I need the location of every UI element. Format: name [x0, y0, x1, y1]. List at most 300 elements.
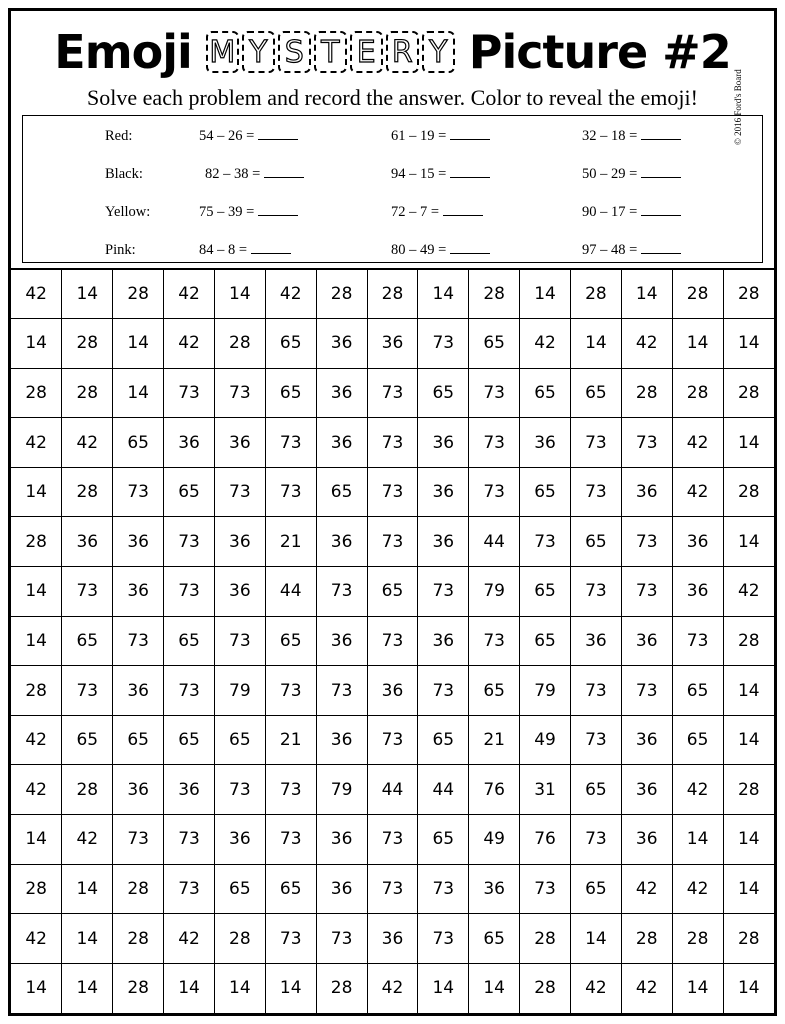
grid-cell[interactable]: 42 [570, 963, 621, 1013]
grid-cell[interactable]: 73 [570, 715, 621, 765]
grid-cell[interactable]: 36 [316, 368, 367, 418]
grid-cell[interactable]: 65 [570, 864, 621, 914]
grid-cell[interactable]: 36 [214, 815, 265, 865]
grid-cell[interactable]: 73 [164, 666, 215, 716]
grid-row [11, 467, 774, 517]
grid-cell[interactable]: 14 [723, 963, 774, 1013]
grid-cell[interactable]: 42 [265, 269, 316, 319]
grid-cell[interactable]: 73 [520, 864, 571, 914]
grid-cell[interactable]: 73 [265, 467, 316, 517]
grid-cell[interactable]: 65 [570, 368, 621, 418]
grid-cell[interactable]: 73 [316, 567, 367, 617]
grid-cell[interactable]: 73 [367, 616, 418, 666]
grid-cell[interactable]: 73 [164, 567, 215, 617]
mystery-letter: S [278, 31, 311, 73]
grid-cell[interactable]: 36 [621, 467, 672, 517]
grid-cell[interactable]: 28 [113, 269, 164, 319]
key-row [23, 202, 762, 222]
grid-cell[interactable]: 42 [11, 715, 62, 765]
answer-blank[interactable] [450, 242, 490, 254]
grid-cell[interactable]: 14 [520, 269, 571, 319]
grid-cell[interactable]: 42 [164, 319, 215, 369]
key-problem [205, 164, 304, 184]
grid-cell[interactable]: 42 [621, 864, 672, 914]
grid-cell[interactable]: 49 [520, 715, 571, 765]
grid-cell[interactable]: 73 [570, 815, 621, 865]
grid-cell[interactable]: 14 [418, 963, 469, 1013]
grid-cell[interactable]: 36 [367, 666, 418, 716]
key-row [23, 240, 762, 260]
grid-cell[interactable]: 36 [316, 715, 367, 765]
grid-cell[interactable]: 42 [672, 765, 723, 815]
grid-cell[interactable]: 21 [469, 715, 520, 765]
grid-cell[interactable]: 31 [520, 765, 571, 815]
grid-cell[interactable]: 14 [672, 319, 723, 369]
grid-cell[interactable]: 14 [570, 914, 621, 964]
grid-cell[interactable]: 28 [621, 914, 672, 964]
grid-row [11, 864, 774, 914]
grid-cell[interactable]: 73 [672, 616, 723, 666]
grid-cell[interactable]: 14 [469, 963, 520, 1013]
grid-cell[interactable]: 42 [11, 765, 62, 815]
key-problem [582, 126, 681, 146]
grid-cell[interactable]: 73 [62, 567, 113, 617]
grid-cell[interactable]: 14 [62, 963, 113, 1013]
answer-blank[interactable] [641, 242, 681, 254]
grid-cell[interactable]: 65 [570, 765, 621, 815]
grid-cell[interactable]: 36 [316, 418, 367, 468]
worksheet-title [11, 19, 774, 85]
grid-cell[interactable]: 73 [214, 467, 265, 517]
grid-cell[interactable]: 14 [723, 517, 774, 567]
grid-cell[interactable]: 65 [672, 715, 723, 765]
grid-cell[interactable]: 28 [11, 368, 62, 418]
grid-cell[interactable]: 73 [265, 815, 316, 865]
grid-cell[interactable]: 14 [164, 963, 215, 1013]
grid-cell[interactable]: 14 [723, 864, 774, 914]
grid-cell[interactable]: 73 [418, 864, 469, 914]
grid-cell[interactable]: 36 [367, 914, 418, 964]
mystery-letter: Y [422, 31, 455, 73]
grid-cell[interactable]: 28 [723, 765, 774, 815]
grid-cell[interactable]: 65 [214, 715, 265, 765]
grid-cell[interactable]: 65 [113, 418, 164, 468]
grid-cell[interactable]: 65 [469, 319, 520, 369]
grid-cell[interactable]: 36 [316, 864, 367, 914]
grid-cell[interactable]: 73 [164, 368, 215, 418]
grid-row [11, 715, 774, 765]
answer-blank[interactable] [641, 128, 681, 140]
answer-blank[interactable] [450, 166, 490, 178]
mystery-grid [11, 268, 774, 1013]
grid-cell[interactable]: 73 [469, 368, 520, 418]
key-color-label: Yellow: [105, 204, 151, 220]
grid-cell[interactable]: 65 [418, 815, 469, 865]
grid-cell[interactable]: 42 [520, 319, 571, 369]
grid-cell[interactable]: 28 [11, 666, 62, 716]
grid-row [11, 319, 774, 369]
grid-row [11, 368, 774, 418]
grid-cell[interactable]: 65 [367, 567, 418, 617]
grid-cell[interactable]: 42 [672, 467, 723, 517]
grid-cell[interactable]: 14 [113, 319, 164, 369]
grid-cell[interactable]: 36 [672, 567, 723, 617]
answer-blank[interactable] [258, 128, 298, 140]
grid-cell[interactable]: 28 [520, 963, 571, 1013]
key-problem [199, 240, 291, 260]
key-problem-text: 90 – 17 = [582, 204, 638, 220]
key-problem [199, 126, 298, 146]
grid-cell[interactable]: 36 [214, 418, 265, 468]
grid-cell[interactable]: 42 [62, 815, 113, 865]
grid-cell[interactable]: 73 [316, 666, 367, 716]
grid-cell[interactable]: 36 [113, 666, 164, 716]
grid-cell[interactable]: 65 [62, 616, 113, 666]
grid-cell[interactable]: 36 [621, 815, 672, 865]
grid-cell[interactable]: 73 [621, 418, 672, 468]
grid-cell[interactable]: 42 [723, 567, 774, 617]
key-problem-text: 82 – 38 = [205, 166, 261, 182]
grid-cell[interactable]: 28 [520, 914, 571, 964]
grid-cell[interactable]: 14 [672, 815, 723, 865]
grid-cell[interactable]: 42 [672, 418, 723, 468]
key-problem-text: 61 – 19 = [391, 128, 447, 144]
key-problem [391, 240, 490, 260]
grid-cell[interactable]: 36 [316, 815, 367, 865]
grid-cell[interactable]: 65 [316, 467, 367, 517]
grid-cell[interactable]: 28 [621, 368, 672, 418]
grid-cell[interactable]: 73 [113, 467, 164, 517]
grid-cell[interactable]: 36 [469, 864, 520, 914]
key-color-label: Black: [105, 166, 143, 182]
grid-cell[interactable]: 73 [62, 666, 113, 716]
answer-blank[interactable] [641, 204, 681, 216]
grid-cell[interactable]: 73 [469, 418, 520, 468]
grid-cell[interactable]: 73 [265, 765, 316, 815]
key-problem [391, 202, 483, 222]
grid-cell[interactable]: 65 [520, 616, 571, 666]
grid-cell[interactable]: 73 [367, 418, 418, 468]
grid-cell[interactable]: 73 [367, 864, 418, 914]
grid-cell[interactable]: 73 [164, 864, 215, 914]
grid-cell[interactable]: 42 [367, 963, 418, 1013]
grid-cell[interactable]: 65 [520, 368, 571, 418]
grid-row [11, 963, 774, 1013]
grid-cell[interactable]: 65 [265, 616, 316, 666]
grid-cell[interactable]: 42 [11, 418, 62, 468]
grid-cell[interactable]: 65 [113, 715, 164, 765]
grid-cell[interactable]: 36 [316, 616, 367, 666]
grid-cell[interactable]: 42 [62, 418, 113, 468]
grid-cell[interactable]: 65 [62, 715, 113, 765]
grid-cell[interactable]: 36 [113, 517, 164, 567]
grid-cell[interactable]: 44 [367, 765, 418, 815]
title-word-picture: Picture #2 [468, 25, 731, 79]
grid-cell[interactable]: 14 [11, 319, 62, 369]
grid-cell[interactable]: 28 [723, 467, 774, 517]
title-word-emoji: Emoji [54, 25, 192, 79]
grid-row [11, 418, 774, 468]
grid-cell[interactable]: 28 [62, 765, 113, 815]
grid-cell[interactable]: 28 [316, 269, 367, 319]
mystery-letter: T [314, 31, 347, 73]
grid-cell[interactable]: 14 [62, 914, 113, 964]
key-problem [582, 164, 681, 184]
mystery-letter: Y [242, 31, 275, 73]
grid-cell[interactable]: 73 [164, 815, 215, 865]
grid-cell[interactable]: 73 [265, 666, 316, 716]
grid-cell[interactable]: 73 [214, 765, 265, 815]
key-row [23, 126, 762, 146]
grid-cell[interactable]: 14 [418, 269, 469, 319]
grid-cell[interactable]: 28 [672, 269, 723, 319]
grid-cell[interactable]: 73 [113, 616, 164, 666]
grid-cell[interactable]: 28 [11, 517, 62, 567]
grid-cell[interactable]: 65 [469, 914, 520, 964]
grid-cell[interactable]: 36 [164, 418, 215, 468]
mystery-letter: M [206, 31, 239, 73]
grid-cell[interactable]: 36 [418, 616, 469, 666]
grid-cell[interactable]: 76 [520, 815, 571, 865]
key-problem [582, 240, 681, 260]
grid-cell[interactable]: 28 [62, 368, 113, 418]
grid-cell[interactable]: 44 [265, 567, 316, 617]
answer-blank[interactable] [450, 128, 490, 140]
grid-cell[interactable]: 65 [214, 864, 265, 914]
grid-row [11, 815, 774, 865]
grid-cell[interactable]: 14 [62, 269, 113, 319]
grid-cell[interactable]: 28 [672, 914, 723, 964]
grid-cell[interactable]: 42 [621, 319, 672, 369]
grid-cell[interactable]: 65 [418, 368, 469, 418]
grid-cell[interactable]: 14 [113, 368, 164, 418]
grid-cell[interactable]: 14 [723, 666, 774, 716]
mystery-letter: E [350, 31, 383, 73]
grid-cell[interactable]: 42 [672, 864, 723, 914]
grid-cell[interactable]: 28 [11, 864, 62, 914]
key-color-label: Pink: [105, 242, 136, 258]
grid-row [11, 567, 774, 617]
key-problem-text: 32 – 18 = [582, 128, 638, 144]
grid-cell[interactable]: 36 [113, 765, 164, 815]
grid-cell[interactable]: 42 [11, 914, 62, 964]
grid-cell[interactable]: 28 [62, 319, 113, 369]
grid-cell[interactable]: 14 [672, 963, 723, 1013]
grid-cell[interactable]: 65 [418, 715, 469, 765]
grid-cell[interactable]: 36 [621, 765, 672, 815]
grid-cell[interactable]: 36 [418, 517, 469, 567]
grid-cell[interactable]: 73 [621, 666, 672, 716]
grid-row [11, 914, 774, 964]
grid-cell[interactable]: 28 [469, 269, 520, 319]
key-problem [199, 202, 298, 222]
answer-blank[interactable] [264, 166, 304, 178]
grid-row [11, 616, 774, 666]
key-problem [391, 164, 490, 184]
grid-cell[interactable]: 73 [367, 467, 418, 517]
grid-cell[interactable]: 65 [265, 368, 316, 418]
grid-cell[interactable]: 36 [214, 517, 265, 567]
grid-cell[interactable]: 65 [164, 715, 215, 765]
grid-row [11, 765, 774, 815]
grid-cell[interactable]: 73 [570, 567, 621, 617]
grid-cell[interactable]: 28 [62, 467, 113, 517]
grid-cell[interactable]: 36 [113, 567, 164, 617]
grid-cell[interactable]: 79 [316, 765, 367, 815]
grid-cell[interactable]: 14 [723, 418, 774, 468]
grid-cell[interactable]: 36 [672, 517, 723, 567]
key-problem-text: 75 – 39 = [199, 204, 255, 220]
grid-cell[interactable]: 73 [164, 517, 215, 567]
grid-cell[interactable]: 73 [418, 666, 469, 716]
grid-cell[interactable]: 21 [265, 517, 316, 567]
key-problem [582, 202, 681, 222]
grid-cell[interactable]: 36 [214, 567, 265, 617]
grid-cell[interactable]: 14 [11, 567, 62, 617]
grid-cell[interactable]: 79 [520, 666, 571, 716]
worksheet [8, 8, 777, 1016]
grid-cell[interactable]: 14 [723, 715, 774, 765]
grid-cell[interactable]: 73 [367, 815, 418, 865]
grid-cell[interactable]: 42 [164, 914, 215, 964]
grid-cell[interactable]: 65 [520, 467, 571, 517]
grid-cell[interactable]: 36 [62, 517, 113, 567]
grid-cell[interactable]: 73 [214, 616, 265, 666]
grid-cell[interactable]: 65 [570, 517, 621, 567]
grid-cell[interactable]: 28 [113, 864, 164, 914]
grid-cell[interactable]: 36 [520, 418, 571, 468]
grid-cell[interactable]: 14 [11, 616, 62, 666]
grid-cell[interactable]: 73 [265, 914, 316, 964]
grid-cell[interactable]: 73 [418, 567, 469, 617]
grid-cell[interactable]: 36 [570, 616, 621, 666]
grid-cell[interactable]: 36 [418, 418, 469, 468]
key-problem-text: 80 – 49 = [391, 242, 447, 258]
grid-cell[interactable]: 73 [418, 914, 469, 964]
grid-cell[interactable]: 28 [723, 914, 774, 964]
grid-cell[interactable]: 14 [214, 269, 265, 319]
grid-cell[interactable]: 44 [469, 517, 520, 567]
grid-cell[interactable]: 14 [11, 467, 62, 517]
key-problem-text: 72 – 7 = [391, 204, 440, 220]
grid-cell[interactable]: 73 [316, 914, 367, 964]
grid-cell[interactable]: 73 [520, 517, 571, 567]
answer-blank[interactable] [641, 166, 681, 178]
grid-cell[interactable]: 14 [265, 963, 316, 1013]
grid-cell[interactable]: 76 [469, 765, 520, 815]
grid-cell[interactable]: 36 [164, 765, 215, 815]
copyright-text: © 2016 Ford's Board [733, 69, 743, 145]
grid-cell[interactable]: 73 [570, 666, 621, 716]
grid-cell[interactable]: 73 [621, 567, 672, 617]
grid-cell[interactable]: 28 [113, 963, 164, 1013]
mystery-letter-boxes [206, 31, 455, 73]
grid-cell[interactable]: 14 [570, 319, 621, 369]
grid-cell[interactable]: 28 [316, 963, 367, 1013]
grid-cell[interactable]: 36 [418, 467, 469, 517]
grid-cell[interactable]: 42 [11, 269, 62, 319]
color-key-box [22, 115, 763, 263]
grid-cell[interactable]: 73 [367, 368, 418, 418]
grid-cell[interactable]: 28 [367, 269, 418, 319]
grid-cell[interactable]: 65 [469, 666, 520, 716]
grid-cell[interactable]: 28 [672, 368, 723, 418]
grid-cell[interactable]: 28 [214, 319, 265, 369]
grid-cell[interactable]: 42 [621, 963, 672, 1013]
grid-cell[interactable]: 28 [723, 368, 774, 418]
grid-cell[interactable]: 42 [164, 269, 215, 319]
grid-row [11, 517, 774, 567]
grid-cell[interactable]: 21 [265, 715, 316, 765]
grid-cell[interactable]: 36 [621, 616, 672, 666]
grid-cell[interactable]: 73 [367, 715, 418, 765]
grid-cell[interactable]: 14 [621, 269, 672, 319]
answer-blank[interactable] [443, 204, 483, 216]
grid-cell[interactable]: 73 [469, 616, 520, 666]
grid-cell[interactable]: 73 [469, 467, 520, 517]
grid-cell[interactable]: 65 [672, 666, 723, 716]
grid-cell[interactable]: 36 [621, 715, 672, 765]
grid-cell[interactable]: 79 [469, 567, 520, 617]
grid-cell[interactable]: 28 [723, 616, 774, 666]
grid-cell[interactable]: 28 [214, 914, 265, 964]
grid-cell[interactable]: 28 [570, 269, 621, 319]
key-row [23, 164, 762, 184]
grid-cell[interactable]: 73 [570, 467, 621, 517]
grid-cell[interactable]: 36 [316, 319, 367, 369]
grid-cell[interactable]: 73 [418, 319, 469, 369]
answer-blank[interactable] [251, 242, 291, 254]
grid-cell[interactable]: 65 [520, 567, 571, 617]
grid-cell[interactable]: 14 [723, 815, 774, 865]
grid-cell[interactable]: 65 [164, 467, 215, 517]
grid-cell[interactable]: 73 [113, 815, 164, 865]
grid-cell[interactable]: 49 [469, 815, 520, 865]
grid-cell[interactable]: 44 [418, 765, 469, 815]
grid-cell[interactable]: 65 [265, 319, 316, 369]
key-problem-text: 84 – 8 = [199, 242, 248, 258]
key-problem-text: 54 – 26 = [199, 128, 255, 144]
key-color-label: Red: [105, 128, 133, 144]
grid-cell[interactable]: 28 [723, 269, 774, 319]
grid-cell[interactable]: 73 [265, 418, 316, 468]
grid-cell[interactable]: 73 [367, 517, 418, 567]
grid-cell[interactable]: 36 [367, 319, 418, 369]
instructions: Solve each problem and record the answer. Color to reveal the emoji! [87, 85, 698, 110]
grid-cell[interactable]: 14 [11, 963, 62, 1013]
key-problem-text: 94 – 15 = [391, 166, 447, 182]
key-problem-text: 50 – 29 = [582, 166, 638, 182]
grid-cell[interactable]: 14 [214, 963, 265, 1013]
grid-cell[interactable]: 28 [113, 914, 164, 964]
grid-cell[interactable]: 73 [621, 517, 672, 567]
grid-cell[interactable]: 65 [164, 616, 215, 666]
grid-cell[interactable]: 14 [723, 319, 774, 369]
grid-cell[interactable]: 73 [214, 368, 265, 418]
grid-row [11, 269, 774, 319]
key-problem-text: 97 – 48 = [582, 242, 638, 258]
grid-row [11, 666, 774, 716]
answer-blank[interactable] [258, 204, 298, 216]
grid-cell[interactable]: 14 [11, 815, 62, 865]
grid-cell[interactable]: 73 [570, 418, 621, 468]
mystery-letter: R [386, 31, 419, 73]
grid-cell[interactable]: 36 [316, 517, 367, 567]
key-problem [391, 126, 490, 146]
grid-cell[interactable]: 79 [214, 666, 265, 716]
grid-cell[interactable]: 14 [62, 864, 113, 914]
grid-cell[interactable]: 65 [265, 864, 316, 914]
